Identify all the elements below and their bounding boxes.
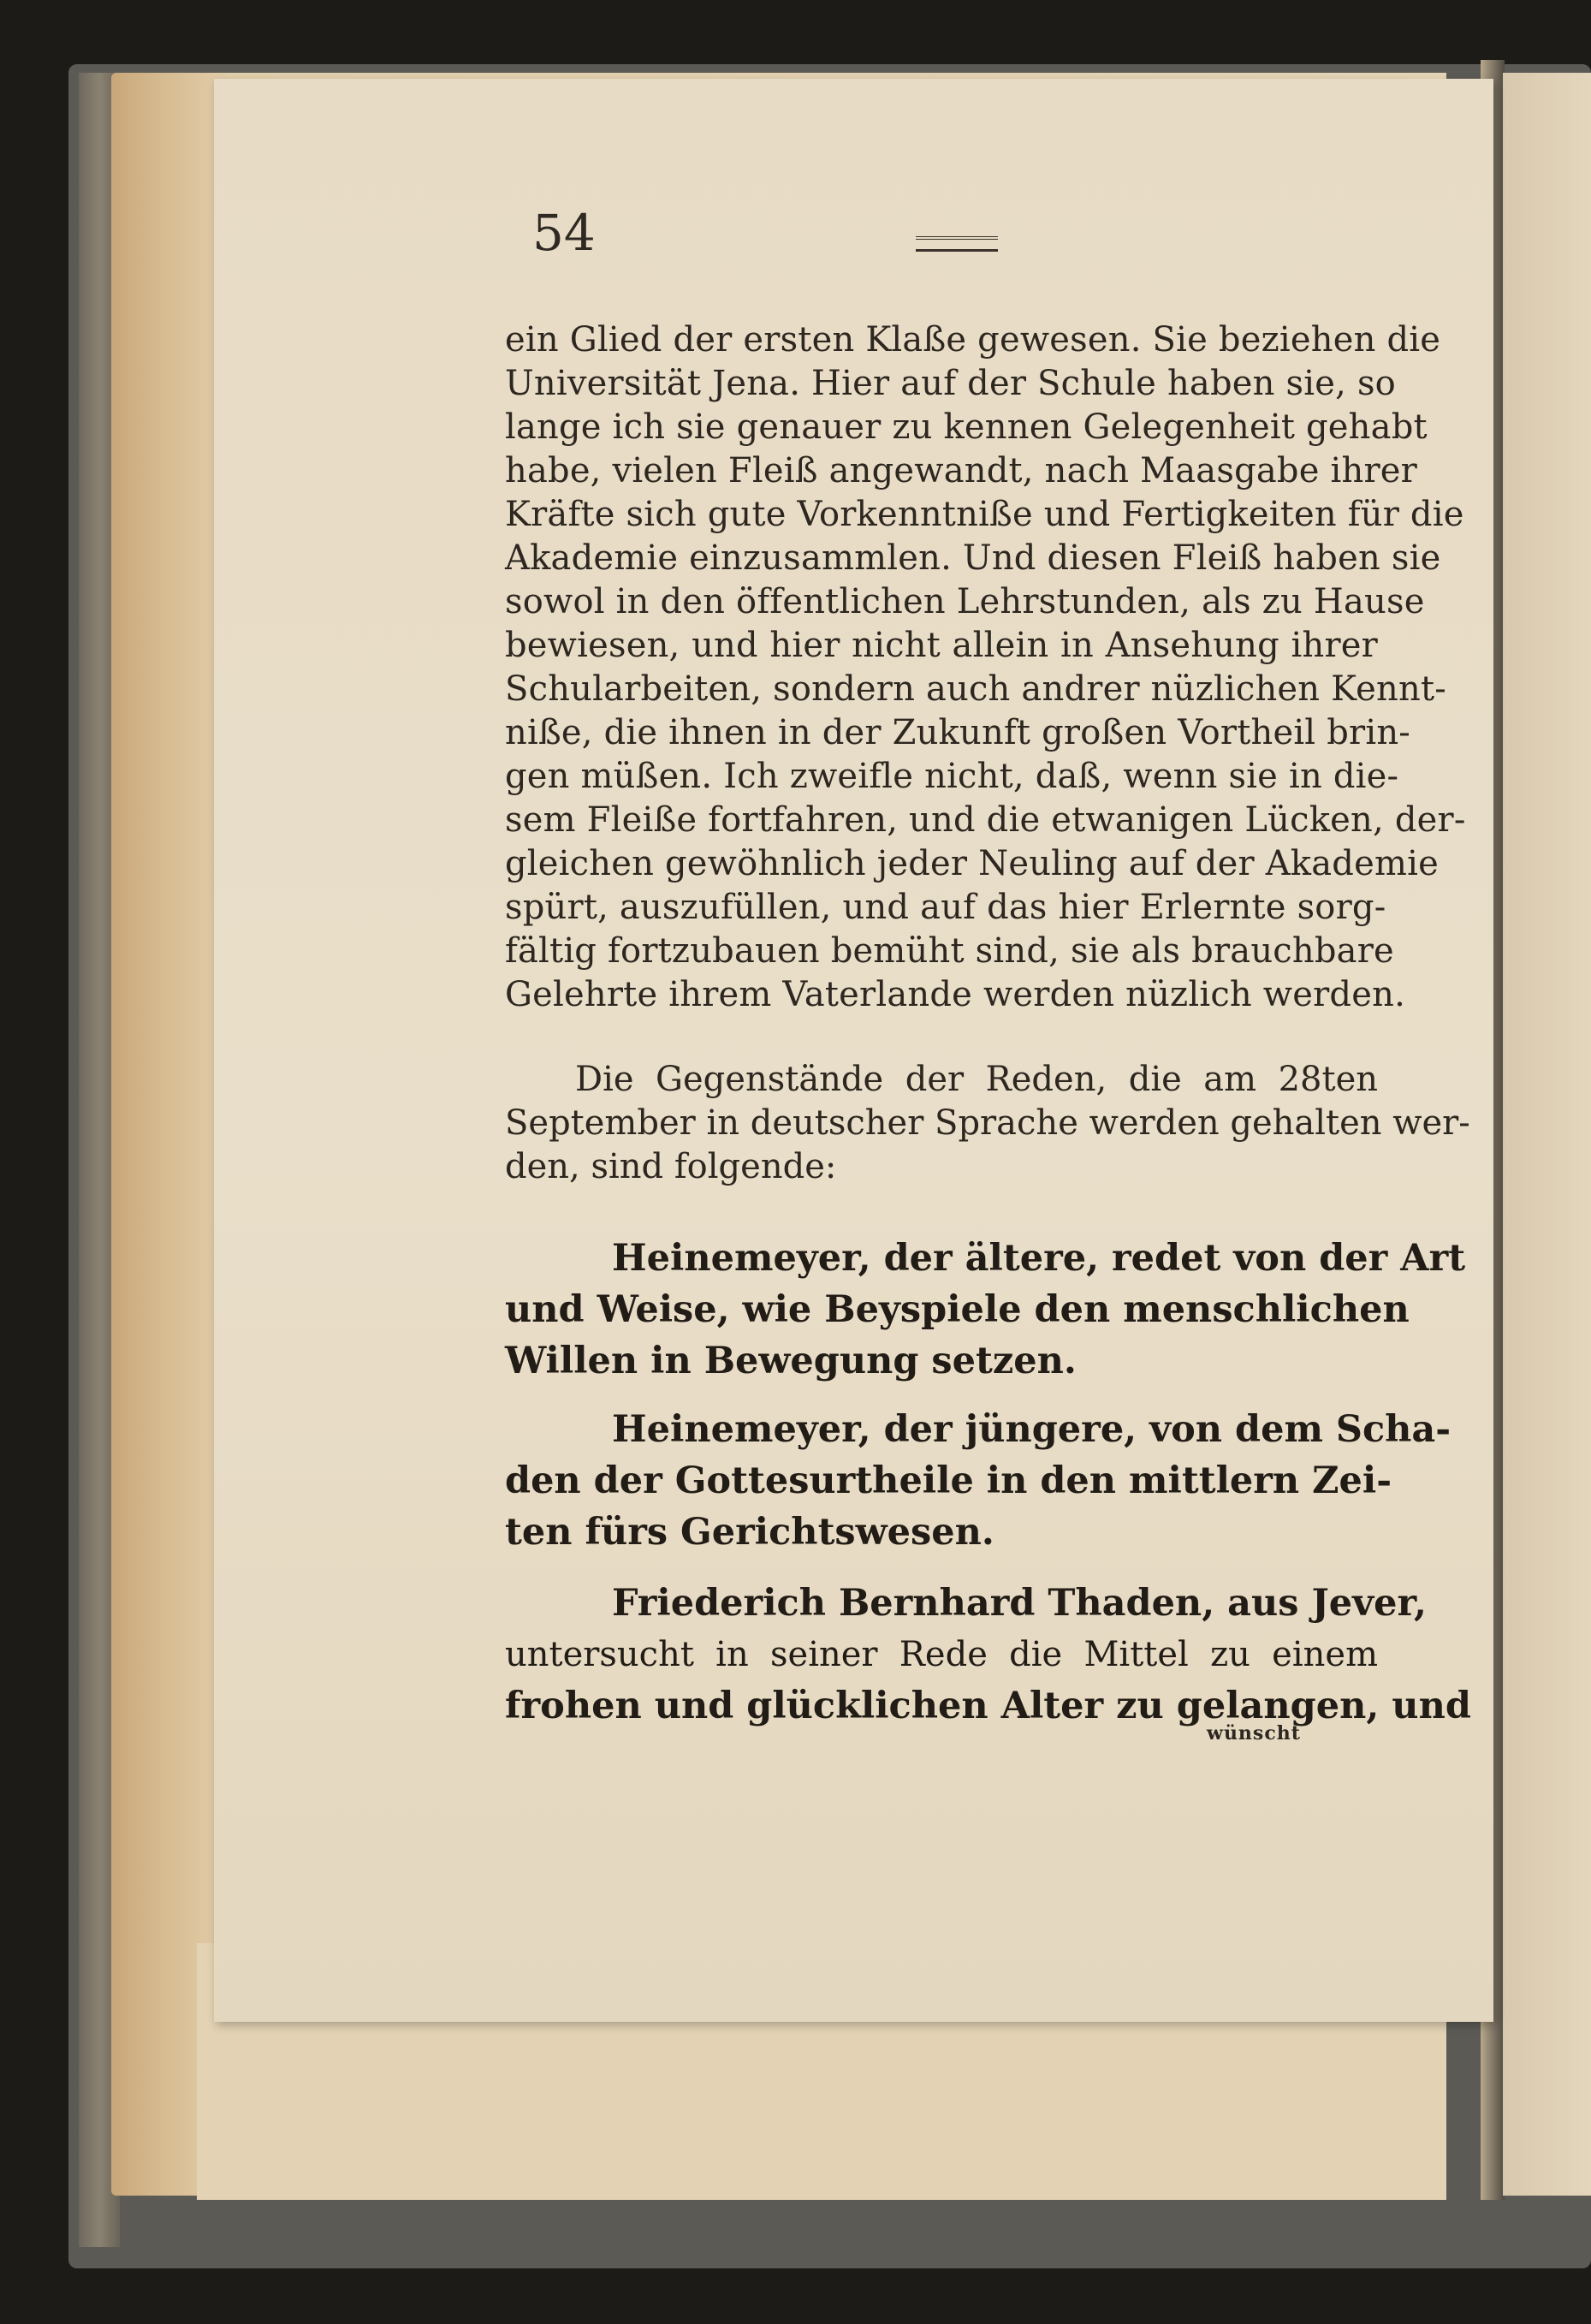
text-line: sem Fleiße fortfahren, und die etwanigen Lücken, der- (505, 800, 1466, 840)
text-line: Heinemeyer, der jüngere, von dem Scha- (612, 1408, 1451, 1451)
text-line: gleichen gewöhnlich jeder Neuling auf der Akademie (505, 844, 1439, 883)
text-line: den der Gottesurtheile in den mittlern Zei- (505, 1459, 1392, 1502)
text-line: niße, die ihnen in der Zukunft großen Vortheil brin- (505, 713, 1411, 752)
text-line: September in deutscher Sprache werden gehalten wer- (505, 1103, 1470, 1143)
text-line: gen müßen. Ich zweifle nicht, daß, wenn sie in die- (505, 757, 1399, 796)
text-line: Friederich Bernhard Thaden, aus Jever, (612, 1582, 1427, 1625)
text-line: spürt, auszufüllen, und auf das hier Erlernte sorg- (505, 888, 1386, 927)
paragraph-graduates (505, 318, 1466, 1017)
text-line: sowol in den öffentlichen Lehrstunden, als zu Hause (505, 582, 1425, 621)
text-line: Akademie einzusammlen. Und diesen Fleiß haben sie (505, 538, 1441, 578)
text-line: Universität Jena. Hier auf der Schule haben sie, so (505, 364, 1396, 403)
paragraph-speech-topics (505, 1058, 1470, 1189)
text-line: lange ich sie genauer zu kennen Gelegenheit gehabt (505, 407, 1428, 447)
text-line: Kräfte sich gute Vorkenntniße und Fertigkeiten für die (505, 495, 1464, 534)
text-line: Heinemeyer, der ältere, redet von der Art (612, 1237, 1466, 1280)
text-line: den, sind folgende: (505, 1147, 837, 1186)
text-line: fältig fortzubauen bemüht sind, sie als brauchbare (505, 931, 1394, 971)
text-line: bewiesen, und hier nicht allein in Ansehung ihrer (505, 626, 1378, 665)
header-ornament (916, 236, 998, 252)
speech-entry-thaden (505, 1578, 1471, 1732)
text-line: frohen und glücklichen Alter zu gelangen, und (505, 1685, 1471, 1727)
speech-entry-heinemeyer-younger (505, 1404, 1451, 1558)
text-line: Schularbeiten, sondern auch andrer nüzlichen Kennt- (505, 669, 1446, 709)
text-line: untersucht in seiner Rede die Mittel zu einem (505, 1635, 1378, 1674)
text-line: Die Gegenstände der Reden, die am 28ten (575, 1060, 1378, 1099)
text-line: habe, vielen Fleiß angewandt, nach Maasgabe ihrer (505, 451, 1417, 490)
text-line: Gelehrte ihrem Vaterlande werden nüzlich werden. (505, 975, 1405, 1014)
text-line: ein Glied der ersten Klaße gewesen. Sie beziehen die (505, 320, 1441, 360)
facing-page-edge (1503, 73, 1591, 2196)
text-line: ten fürs Gerichtswesen. (505, 1511, 994, 1554)
text-line: und Weise, wie Beyspiele den menschlichen (505, 1288, 1410, 1331)
text-line: Willen in Bewegung setzen. (505, 1340, 1077, 1382)
speech-entry-heinemeyer-elder (505, 1233, 1466, 1387)
catchword: wünscht (1207, 1722, 1301, 1744)
page-number: 54 (532, 204, 596, 262)
